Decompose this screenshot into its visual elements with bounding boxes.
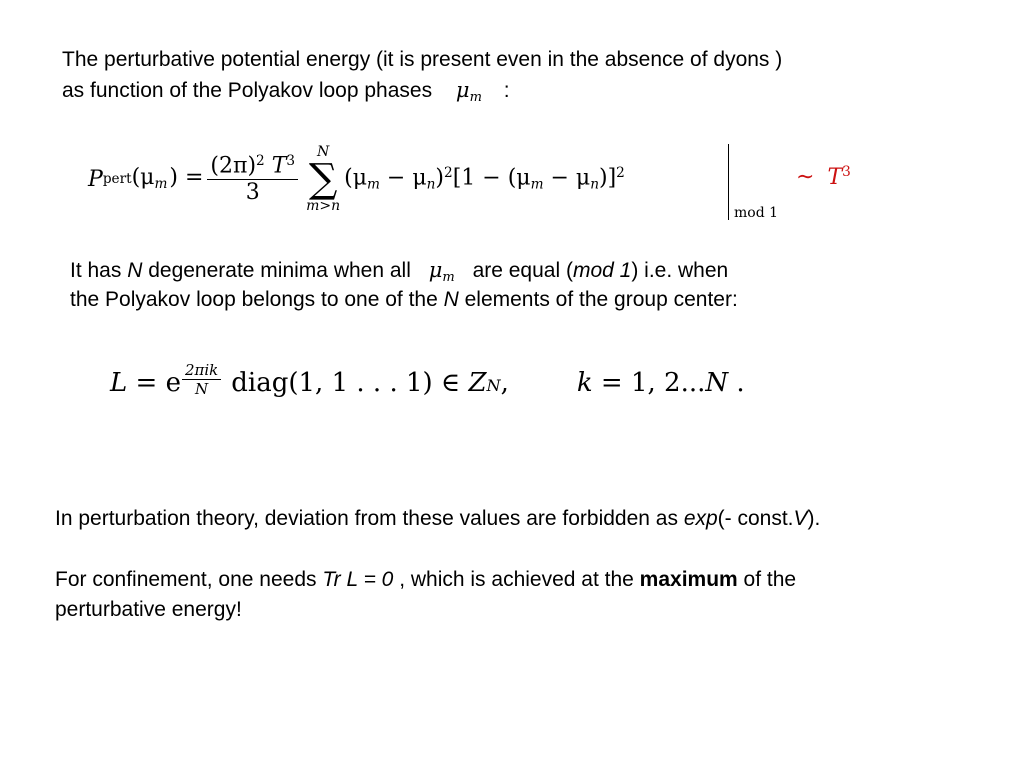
sum-upper-limit: N: [316, 144, 330, 160]
eq2-Z: Z: [468, 368, 487, 398]
eq2-Z-sub: N: [486, 376, 501, 395]
eq2-diag: diag(1, 1 . . . 1) ∈: [231, 368, 469, 398]
eq1-T-exponent: 3: [842, 164, 851, 180]
eq1-pert: pert: [102, 171, 132, 187]
polyakov-loop-equation: L = e $\frac{\text{2πik}}{N}$ diag(1, 1 . . . 1) ∈ Z N , k = 1, 2... N .: [110, 361, 745, 398]
eq1-summation: [306, 144, 340, 214]
sum-lower-limit: m>n: [306, 198, 341, 214]
intro-line-2-text: as function of the Polyakov loop phases: [62, 79, 433, 102]
para3: In perturbation theory, deviation from these values are forbidden as exp(- const.V).: [55, 507, 821, 530]
eq1-scaling: [796, 164, 851, 190]
intro-line-1: The perturbative potential energy (it is present even in the absence of dyons ): [62, 48, 783, 71]
para2-line-2: the Polyakov loop belongs to one of the N elements of the group center:: [70, 288, 738, 311]
eq2-equals-e: = e: [127, 368, 181, 398]
tilde-symbol: ∼: [796, 164, 815, 190]
eq1-numerator: $(2\pi)^2$ $T^3$: [210, 153, 296, 179]
eq1-T: T: [827, 164, 843, 190]
perturbative-potential-equation: [88, 144, 625, 214]
eq1-P: P: [88, 166, 103, 192]
eq2-L: L: [110, 368, 128, 398]
eq2-exponent: $\frac{\text{2πik}}{N}$: [182, 361, 221, 398]
para2-line-1: It has N degenerate minima when all $\mu_m$ are equal (mod 1) i.e. when: [70, 258, 729, 285]
mu-m-symbol: [455, 78, 482, 105]
para2-mu-m: $\mu_m$: [428, 258, 455, 285]
eval-bar: [728, 144, 729, 220]
eq1-mod-label: mod 1: [734, 205, 779, 221]
eq1-denominator: 3: [245, 179, 260, 205]
eq1-fraction: [207, 153, 298, 205]
eq1-lhs-arg: $(\mu_m)$ =: [131, 165, 204, 193]
eq2-k: k: [576, 368, 593, 398]
intro-line-2: [62, 75, 510, 113]
para4-line-2: perturbative energy!: [55, 598, 242, 621]
eq2-comma: ,: [500, 368, 509, 398]
mu-subscript: m: [469, 89, 482, 105]
eq1-body: $(\mu_m - \mu_n)^2[1 - (\mu_m - \mu_n)]^2$: [344, 165, 625, 193]
sigma-symbol: ∑: [308, 156, 338, 202]
mu-glyph: μ: [455, 78, 470, 102]
para4-line-1: For confinement, one needs Tr L = 0 , which is achieved at the maximum of the: [55, 568, 797, 591]
intro-colon: :: [503, 79, 510, 102]
